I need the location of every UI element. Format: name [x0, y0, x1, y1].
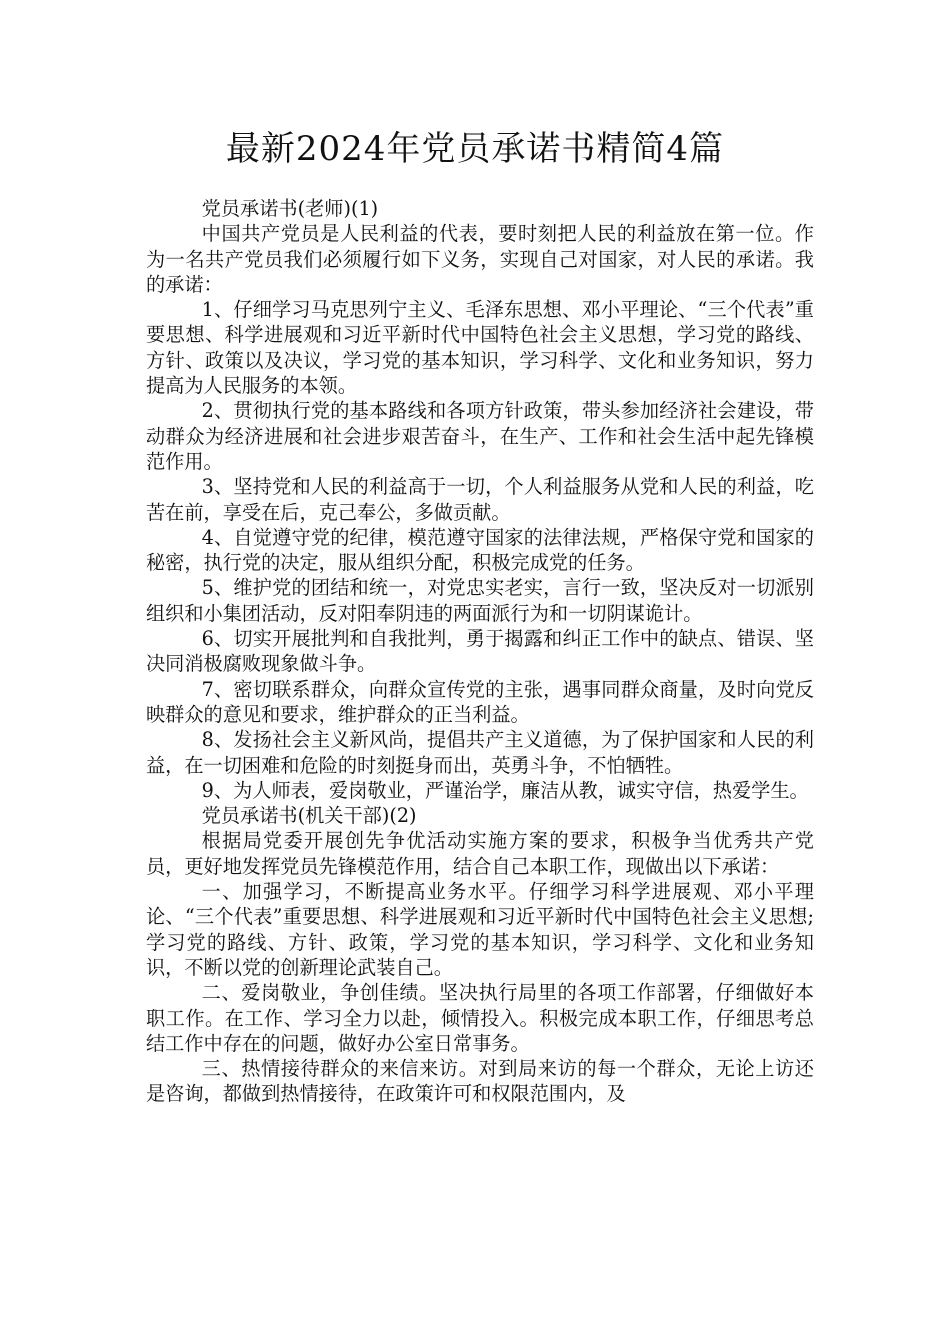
paragraph: 根据局党委开展创先争优活动实施方案的要求，积极争当优秀共产党员，更好地发挥党员先锋模范作用，结合自己本职工作，现做出以下承诺：	[146, 829, 814, 878]
document-title: 最新2024年党员承诺书精简4篇	[225, 129, 725, 169]
list-item: 1、仔细学习马克思列宁主义、毛泽东思想、邓小平理论、“三个代表”重要思想、科学进展观和习近平新时代中国特色社会主义思想，学习党的路线、方针、政策以及决议，学习党的基本知识，学习科学、文化和业务知识，努力提高为人民服务的本领。	[146, 298, 814, 398]
list-item: 7、密切联系群众，向群众宣传党的主张，遇事同群众商量，及时向党反映群众的意见和要求，维护群众的正当利益。	[146, 677, 814, 726]
list-item: 6、切实开展批判和自我批判，勇于揭露和纠正工作中的缺点、错误、坚决同消极腐败现象做斗争。	[146, 627, 814, 676]
list-item: 二、爱岗敬业，争创佳绩。坚决执行局里的各项工作部署，仔细做好本职工作。在工作、学习全力以赴，倾情投入。积极完成本职工作，仔细思考总结工作中存在的问题，做好办公室日常事务。	[146, 981, 814, 1055]
section-heading: 党员承诺书(老师)(1)	[201, 197, 379, 220]
list-item: 3、坚持党和人民的利益高于一切，个人利益服务从党和人民的利益，吃苦在前，享受在后，克己奉公，多做贡献。	[146, 475, 814, 524]
list-item: 9、为人师表，爱岗敬业，严谨治学，廉洁从教，诚实守信，热爱学生。	[201, 778, 809, 802]
list-item: 8、发扬社会主义新风尚，提倡共产主义道德，为了保护国家和人民的利益，在一切困难和危险的时刻挺身而出，英勇斗争，不怕牺牲。	[146, 728, 814, 777]
section-heading: 党员承诺书(机关干部)(2)	[201, 804, 417, 828]
list-item: 4、自觉遵守党的纪律，模范遵守国家的法律法规，严格保守党和国家的秘密，执行党的决定，服从组织分配，积极完成党的任务。	[146, 525, 814, 575]
list-item: 2、贯彻执行党的基本路线和各项方针政策，带头参加经济社会建设，带动群众为经济进展和社会进步艰苦奋斗，在生产、工作和社会生活中起先锋模范作用。	[146, 399, 814, 473]
list-item: 三、热情接待群众的来信来访。对到局来访的每一个群众，无论上访还是咨询，都做到热情接待，在政策许可和权限范围内，及	[146, 1057, 814, 1106]
list-item: 5、维护党的团结和统一，对党忠实老实，言行一致，坚决反对一切派别组织和小集团活动，反对阳奉阴违的两面派行为和一切阴谋诡计。	[146, 576, 814, 625]
list-item: 一、加强学习，不断提高业务水平。仔细学习科学进展观、邓小平理论、“三个代表”重要思想、科学进展观和习近平新时代中国特色社会主义思想;学习党的路线、方针、政策，学习党的基本知识，学习科学、文化和业务知识，不断以党的创新理论武装自己。	[146, 880, 814, 979]
paragraph: 中国共产党员是人民利益的代表，要时刻把人民的利益放在第一位。作为一名共产党员我们必须履行如下义务，实现自己对国家，对人民的承诺。我的承诺：	[146, 222, 814, 296]
document-body	[146, 196, 814, 1107]
